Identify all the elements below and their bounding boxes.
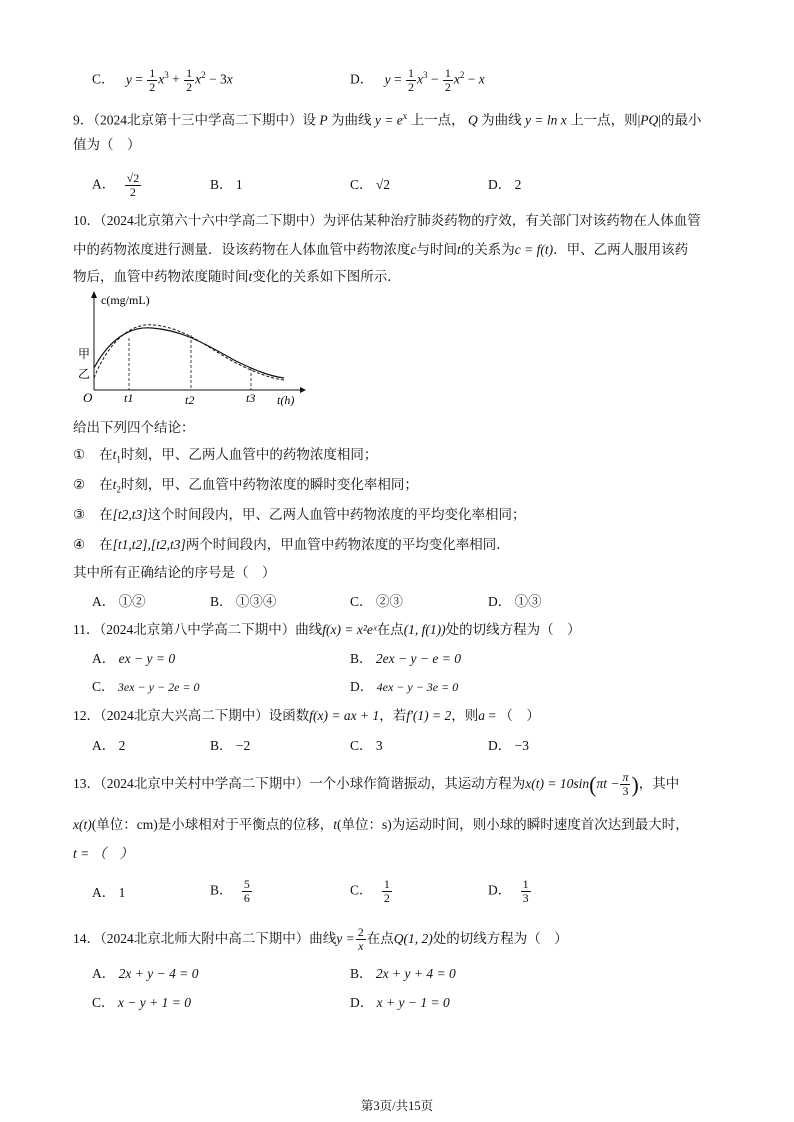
concentration-graph: [74, 290, 306, 408]
curve-yi: [94, 325, 284, 380]
q9-option-d: D． 2: [488, 177, 522, 192]
graph-t1: t1: [124, 391, 134, 405]
q10-conclusion-4: ④ 在[t1,t2],[t2,t3]两个时间段内，甲血管中药物浓度的平均变化率相同．: [73, 537, 510, 552]
q10-stem-2: 中的药物浓度进行测量．设该药物在人体血管中药物浓度c与时间t的关系为c = f(t)．甲、乙两人服用该药: [73, 242, 689, 257]
q10-conclusion-3: ③ 在[t2,t3]这个时间段内，甲、乙两人血管中药物浓度的平均变化率相同；: [73, 507, 526, 522]
q14-option-d: D． x + y − 1 = 0: [350, 995, 450, 1010]
q10-option-a: A． ①②: [92, 594, 146, 609]
q12-option-a: A． 2: [92, 738, 126, 753]
graph-yi: 乙: [78, 367, 91, 381]
q12-option-c: C． 3: [350, 738, 383, 753]
q10-ask: 其中所有正确结论的序号是（ ）: [73, 565, 276, 580]
q9-option-a: A． $\frac{√2}{2}$: [92, 171, 140, 199]
q14-option-b: B． 2x + y + 4 = 0: [350, 966, 456, 981]
graph-origin: O: [83, 390, 93, 405]
q9-stem: 9．（2024北京第十三中学高二下期中）设 P 为曲线 $y = e^x$ 上一点， Q 为曲线 y = ln x 上一点，则|PQ|的最小: [73, 111, 702, 128]
q10-stem-1: 10．（2024北京第六十六中学高二下期中）为评估某种治疗肺炎药物的疗效，有关部门对该药物在人体血管: [73, 213, 701, 228]
q13-option-a: A． 1: [92, 885, 126, 900]
q13-option-b: B． $\frac{5}{6}$: [210, 877, 250, 905]
q13-option-c: C． $\frac{1}{2}$: [350, 877, 390, 905]
q11-option-a: A． ex − y = 0: [92, 651, 176, 666]
q9-option-b: B． 1: [210, 177, 243, 192]
graph-t3: t3: [246, 391, 256, 405]
q12-stem: 12．（2024北京大兴高二下期中）设函数f(x) = ax + 1，若f′(1) = 2，则a = （ ）: [73, 708, 540, 723]
q14-option-a: A． 2x + y − 4 = 0: [92, 966, 199, 981]
graph-xlabel: t(h): [277, 393, 295, 407]
q9-option-c: C． √2: [350, 177, 391, 192]
q13-stem-2: x(t)(单位：cm)是小球相对于平衡点的位移，t(单位：s)为运动时间，则小球的瞬时速度首次达到最大时，: [73, 817, 689, 832]
q11-option-c: C． 3ex − y − 2e = 0: [92, 679, 200, 694]
graph-t2: t2: [185, 393, 195, 407]
q10-conclusion-2: ② 在$t_2$时刻，甲、乙血管中药物浓度的瞬时变化率相同；: [73, 477, 418, 495]
q13-stem-3: t = （ ）: [73, 846, 134, 861]
q14-option-c: C． x − y + 1 = 0: [92, 995, 191, 1010]
q10-option-d: D． ①③: [488, 594, 542, 609]
graph-jia: 甲: [78, 347, 91, 361]
q12-option-d: D． −3: [488, 738, 529, 753]
q8-option-c: C． y = $\frac{1}{2}$ $x^3$ + $\frac{1}{2}$ $x^2 - 3x$: [92, 65, 233, 94]
page-footer: 第3页/共15页: [360, 1099, 434, 1113]
graph-ylabel: c(mg/mL): [101, 293, 150, 307]
q10-conclusion-1: ① 在$t_1$时刻，甲、乙两人血管中的药物浓度相同；: [73, 447, 378, 465]
q11-option-b: B． 2ex − y − e = 0: [350, 651, 461, 666]
q12-option-b: B． −2: [210, 738, 251, 753]
q9-stem-2: 值为（ ）: [73, 137, 141, 152]
q10-option-b: B． ①③④: [210, 594, 277, 609]
q13-stem-1: 13．（2024北京中关村中学高二下期中）一个小球作简谐振动，其运动方程为x(t) = 10sin(πt − $\frac{\pi}{3}$ )，其中: [73, 770, 680, 799]
q10-stem-3: 物后，血管中药物浓度随时间t变化的关系如下图所示．: [73, 269, 401, 284]
q11-stem: 11．（2024北京第八中学高二下期中）曲线f(x) = x²eˣ在点(1, f(1))处的切线方程为（ ）: [73, 622, 581, 637]
q13-option-d: D． $\frac{1}{3}$: [488, 877, 529, 905]
q10-intro: 给出下列四个结论：: [73, 420, 195, 435]
q10-option-c: C． ②③: [350, 594, 403, 609]
q8-option-d: D． y = $\frac{1}{2}$ $x^3$ − $\frac{1}{2}$ $x^2 - x$: [350, 65, 485, 94]
q11-option-d: D． 4ex − y − 3e = 0: [350, 679, 459, 694]
q14-stem: 14．（2024北京北师大附中高二下期中）曲线y = $\frac{2}{x}$ 在点Q(1, 2)处的切线方程为（ ）: [73, 925, 568, 954]
